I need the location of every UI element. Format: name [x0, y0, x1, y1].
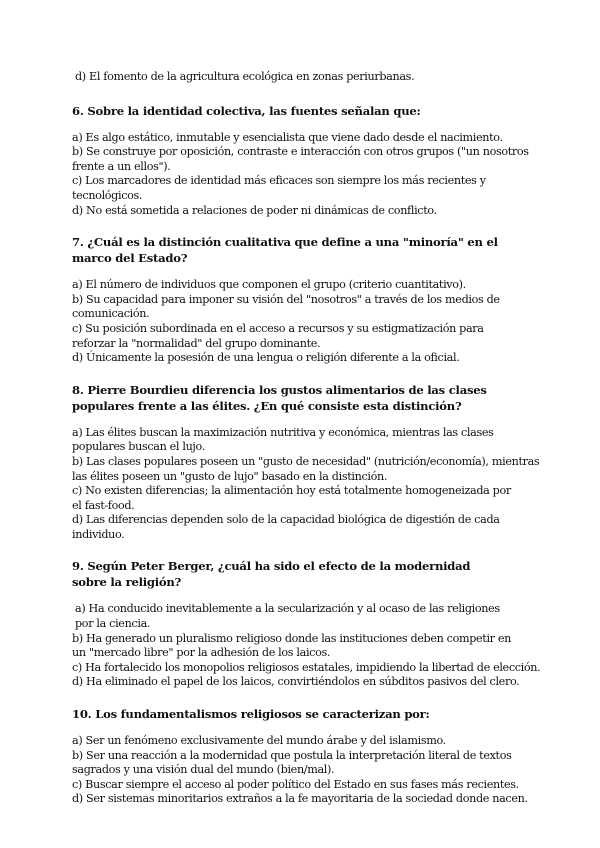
question-9: [72, 558, 542, 690]
option-d: d) Ha eliminado el papel de los laicos, convirtiéndolos en súbditos pasivos del clero.: [72, 675, 520, 689]
question-6: [72, 103, 542, 219]
option-b: b) Las clases populares poseen un "gusto de necesidad" (nutrición/economía), mientras las élites poseen un "gusto de lujo" basado en la distinción.: [72, 454, 540, 483]
option-c: c) Los marcadores de identidad más eficaces son siempre los más recientes y tecnológicos.: [72, 174, 486, 202]
option-c: c) Buscar siempre el acceso al poder político del Estado en sus fases más recientes.: [72, 777, 519, 791]
document-page: [72, 70, 542, 807]
option-d: d) No está sometida a relaciones de poder ni dinámicas de conflicto.: [72, 203, 437, 217]
option-a: a) Es algo estático, inmutable y esencialista que viene dado desde el nacimiento.: [72, 130, 503, 144]
option-d: d) Únicamente la posesión de una lengua o religión diferente a la oficial.: [72, 351, 460, 365]
option-d: d) Las diferencias dependen solo de la capacidad biológica de digestión de cada individuo.: [72, 513, 500, 541]
question-8: [72, 382, 542, 543]
option-list: [72, 131, 542, 219]
option-b: b) Ser una reacción a la modernidad que postula la interpretación literal de textos sagrados y una visión dual del mundo (bien/mal).: [72, 748, 512, 777]
option-c: c) Su posición subordinada en el acceso a recursos y su estigmatización para reforzar la "normalidad" del grupo dominante.: [72, 321, 484, 350]
option-a: a) El número de individuos que componen el grupo (criterio cuantitativo).: [72, 278, 466, 292]
question-10: [72, 706, 542, 807]
option-list: [72, 602, 542, 690]
option-c: c) No existen diferencias; la alimentación hoy está totalmente homogeneizada por el fast-food.: [72, 484, 511, 512]
option-b: b) Se construye por oposición, contraste e interacción con otros grupos ("un nosotros frente a un ellos").: [72, 145, 529, 173]
question-title: 9. Según Peter Berger, ¿cuál ha sido el efecto de la modernidad sobre la religión?: [72, 559, 471, 590]
option-a: a) Ha conducido inevitablemente a la secularización y al ocaso de las religiones por la ciencia.: [75, 602, 500, 631]
option-b: b) Ha generado un pluralismo religioso donde las instituciones deben competir en un "mercado libre" por la adhesión de los laicos.: [72, 631, 512, 660]
lead-option: d) El fomento de la agricultura ecológica en zonas periurbanas.: [75, 70, 415, 83]
option-a: a) Ser un fenómeno exclusivamente del mundo árabe y del islamismo.: [72, 734, 446, 748]
question-title: 8. Pierre Bourdieu diferencia los gustos alimentarios de las clases populares frente a las élites. ¿En qué consiste esta distinción?: [72, 382, 487, 413]
question-title: 10. Los fundamentalismos religiosos se caracterizan por:: [72, 707, 430, 722]
option-list: [72, 278, 542, 366]
option-a: a) Las élites buscan la maximización nutritiva y económica, mientras las clases populares buscan el lujo.: [72, 425, 494, 454]
option-d: d) Ser sistemas minoritarios extraños a la fe mayoritaria de la sociedad donde nacen.: [72, 792, 528, 806]
option-list: [72, 734, 542, 807]
question-7: [72, 234, 542, 366]
option-b: b) Su capacidad para imponer su visión del "nosotros" a través de los medios de comunicación.: [72, 292, 500, 321]
question-title: 6. Sobre la identidad colectiva, las fuentes señalan que:: [72, 103, 421, 118]
option-c: c) Ha fortalecido los monopolios religiosos estatales, impidiendo la libertad de elección.: [72, 660, 541, 674]
question-title: 7. ¿Cuál es la distinción cualitativa que define a una "minoría" en el marco del Estado?: [72, 235, 498, 266]
option-list: [72, 426, 542, 543]
